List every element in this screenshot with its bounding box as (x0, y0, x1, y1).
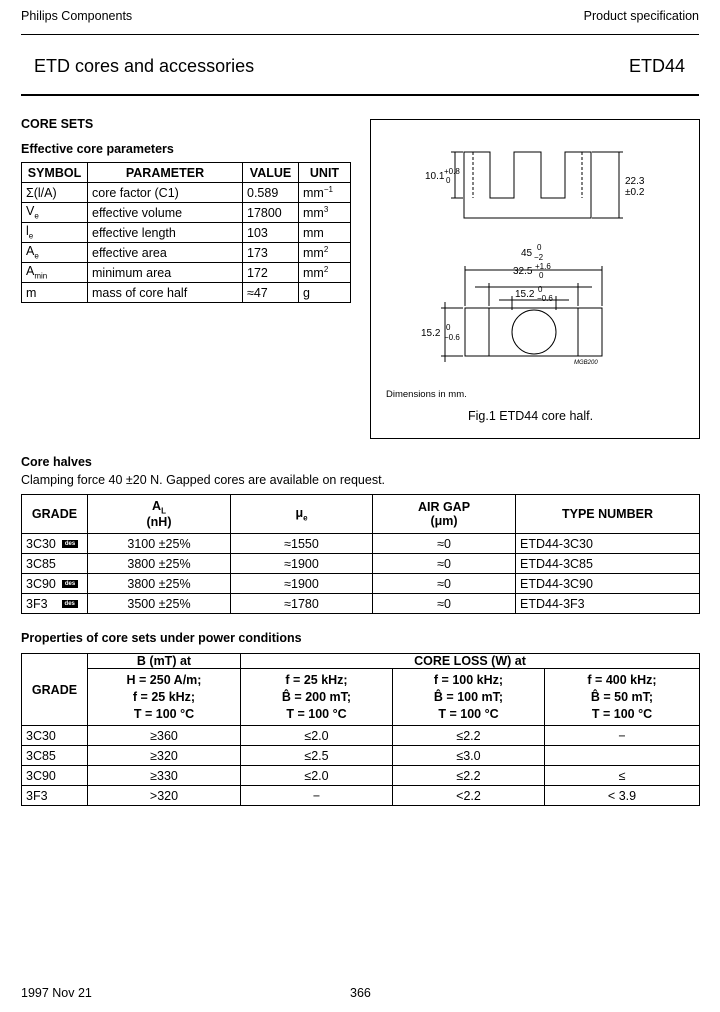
mu-cell: ≈1550 (231, 534, 373, 554)
symbol-cell (22, 183, 88, 203)
dim-height-right: 22.3 (625, 176, 645, 187)
unit-cell (299, 263, 351, 283)
dimensions-note: Dimensions in mm. (386, 389, 467, 400)
b-cell: ≥330 (88, 766, 241, 786)
symbol: A (26, 264, 35, 279)
table-row (22, 263, 351, 283)
symbol-cell (22, 203, 88, 223)
dim-tol: 0 (446, 176, 451, 185)
condition-line: f = 25 kHz; (285, 672, 348, 687)
table-row (22, 283, 351, 303)
symbol: l (26, 224, 29, 239)
col-symbol: SYMBOL (22, 163, 88, 183)
grade-cell: 3C90 (22, 766, 88, 786)
loss-cell: < 3.9 (545, 786, 700, 806)
des-badge: des (62, 540, 78, 548)
loss-cell: ≤2.0 (241, 766, 393, 786)
dim-tol: 0 (537, 243, 542, 252)
table-row (22, 594, 700, 614)
dim-tol: −0.6 (444, 333, 460, 342)
table-row (22, 203, 351, 223)
loss-cell: ≤3.0 (393, 746, 545, 766)
mu-symbol: μ (295, 505, 304, 520)
power-conditions-heading: Properties of core sets under power conditions (21, 631, 302, 645)
loss-cell: ≤2.2 (393, 766, 545, 786)
symbol-cell (22, 223, 88, 243)
condition-loss-400k (545, 669, 700, 726)
type-cell: ETD44-3C30 (516, 534, 700, 554)
unit-exponent: 2 (323, 264, 329, 274)
footer-page-number: 366 (350, 986, 371, 1000)
col-b: B (mT) at (88, 654, 241, 669)
condition-line: B̂ = 200 mT; (281, 689, 352, 704)
dim-tol: 0 (539, 271, 544, 280)
dim-tol: 0 (538, 285, 543, 294)
loss-cell: <2.2 (393, 786, 545, 806)
mu-cell: ≈1900 (231, 574, 373, 594)
dim-width-45: 45 (521, 248, 533, 259)
loss-cell: ≤2.5 (241, 746, 393, 766)
unit-cell (299, 203, 351, 223)
value-cell: 17800 (243, 203, 299, 223)
footer-date: 1997 Nov 21 (21, 986, 92, 1000)
value-cell: 103 (243, 223, 299, 243)
dim-tol: 0 (446, 323, 451, 332)
loss-cell: − (241, 786, 393, 806)
dim-tol: −0.6 (537, 294, 553, 303)
core-halves-table (21, 494, 700, 614)
col-al (88, 495, 231, 534)
parameter-cell: effective volume (88, 203, 243, 223)
condition-loss-25k (241, 669, 393, 726)
dimension-labels (386, 167, 645, 400)
loss-cell (545, 746, 700, 766)
unit-exponent: 2 (323, 244, 329, 254)
core-params-table (21, 162, 351, 303)
gap-cell: ≈0 (373, 594, 516, 614)
type-cell: ETD44-3C85 (516, 554, 700, 574)
effective-params-heading: Effective core parameters (21, 142, 174, 156)
figure-number: Fig.1 (468, 409, 496, 423)
gap-cell: ≈0 (373, 534, 516, 554)
table-row (22, 534, 700, 554)
core-half-drawing (371, 120, 699, 438)
type-cell: ETD44-3C90 (516, 574, 700, 594)
table-row (22, 183, 351, 203)
mu-subscript: e (303, 513, 308, 523)
side-view (451, 152, 623, 218)
table-header-row (22, 654, 700, 669)
table-row (22, 786, 700, 806)
symbol: V (26, 204, 35, 219)
parameter-cell: core factor (C1) (88, 183, 243, 203)
dim-tol: ±0.2 (625, 187, 645, 198)
value-cell: 173 (243, 243, 299, 263)
air-gap-unit: (μm) (430, 514, 458, 528)
dim-tol: −2 (534, 253, 544, 262)
grade-cell: 3C30 (22, 726, 88, 746)
grade-cell (22, 574, 88, 594)
symbol-subscript: e (34, 211, 39, 221)
header-doc-type: Product specification (583, 9, 699, 23)
value-cell: 172 (243, 263, 299, 283)
symbol: Σ(l/A) (26, 185, 57, 200)
col-air-gap (373, 495, 516, 534)
condition-line: T = 100 °C (286, 706, 347, 721)
loss-cell: ≤2.0 (241, 726, 393, 746)
table-row (22, 766, 700, 786)
drawing-code: MGB200 (574, 360, 598, 366)
condition-b (88, 669, 241, 726)
unit: mm (303, 206, 324, 221)
symbol: A (26, 244, 35, 259)
grade-cell: 3C85 (22, 746, 88, 766)
unit-exponent: −1 (323, 184, 333, 194)
dim-height-top: 10.1 (425, 171, 445, 182)
grade: 3C90 (26, 576, 56, 591)
header-company: Philips Components (21, 9, 133, 23)
parameter-cell: mass of core half (88, 283, 243, 303)
parameter-cell: minimum area (88, 263, 243, 283)
loss-cell: ≤ (545, 766, 700, 786)
unit: mm (303, 266, 324, 281)
table-row (22, 726, 700, 746)
unit: mm (303, 225, 324, 240)
al-unit: (nH) (146, 515, 172, 530)
condition-line: T = 100 °C (591, 706, 653, 721)
table-row (22, 554, 700, 574)
title-rule (21, 94, 699, 96)
clamping-note: Clamping force 40 ±20 N. Gapped cores are available on request. (21, 473, 386, 487)
grade: 3C30 (26, 536, 56, 551)
unit-cell (299, 223, 351, 243)
grade-cell: 3F3 (22, 786, 88, 806)
col-type-number: TYPE NUMBER (516, 495, 700, 534)
air-gap-label: AIR GAP (417, 500, 471, 514)
dim-tol: +0.8 (444, 167, 460, 176)
core-halves-heading: Core halves (21, 455, 92, 469)
header-rule (21, 34, 699, 35)
condition-loss-100k (393, 669, 545, 726)
dim-depth: 15.2 (421, 328, 441, 339)
parameter-cell: effective area (88, 243, 243, 263)
grade: 3F3 (26, 596, 48, 611)
page-title: ETD cores and accessories (34, 56, 255, 76)
loss-cell: ≤2.2 (393, 726, 545, 746)
symbol-cell (22, 283, 88, 303)
type-cell: ETD44-3F3 (516, 594, 700, 614)
symbol: m (26, 285, 37, 300)
condition-line: H = 250 A/m; (126, 672, 202, 687)
col-grade: GRADE (22, 654, 88, 726)
unit: mm (303, 186, 324, 201)
part-number-title: ETD44 (628, 56, 685, 76)
table-header-row (22, 495, 700, 534)
figure-caption (468, 409, 593, 423)
condition-line: f = 100 kHz; (433, 672, 504, 687)
al-cell: 3800 ±25% (88, 554, 231, 574)
gap-cell: ≈0 (373, 574, 516, 594)
unit-cell (299, 283, 351, 303)
symbol-cell (22, 243, 88, 263)
parameter-cell: effective length (88, 223, 243, 243)
table-row (22, 223, 351, 243)
grade-cell (22, 554, 88, 574)
symbol-cell (22, 263, 88, 283)
table-row (22, 746, 700, 766)
condition-line: B̂ = 50 mT; (590, 689, 654, 704)
symbol-subscript: e (34, 251, 39, 261)
col-unit: UNIT (299, 163, 351, 183)
grade: 3C85 (26, 556, 56, 571)
table-header-row (22, 163, 351, 183)
dim-width-32: 32.5 (513, 266, 533, 277)
col-parameter: PARAMETER (88, 163, 243, 183)
des-badge: des (62, 600, 78, 608)
condition-line: T = 100 °C (438, 706, 499, 721)
table-row (22, 574, 700, 594)
b-cell: ≥320 (88, 746, 241, 766)
figure-box (370, 119, 700, 439)
symbol-subscript: min (34, 271, 48, 281)
condition-line: T = 100 °C (133, 706, 195, 721)
mu-cell: ≈1780 (231, 594, 373, 614)
des-badge: des (62, 580, 78, 588)
dim-tol: +1.6 (535, 262, 551, 271)
col-grade: GRADE (22, 495, 88, 534)
unit-cell (299, 183, 351, 203)
gap-cell: ≈0 (373, 554, 516, 574)
condition-line: f = 400 kHz; (587, 672, 657, 687)
table-subheader-row (22, 669, 700, 726)
al-symbol: A (152, 498, 162, 513)
power-table (21, 653, 700, 806)
unit: g (303, 285, 310, 300)
unit: mm (303, 246, 324, 261)
grade-cell (22, 594, 88, 614)
loss-cell: − (545, 726, 700, 746)
al-cell: 3500 ±25% (88, 594, 231, 614)
col-mu (231, 495, 373, 534)
al-subscript: L (161, 506, 166, 516)
core-sets-heading: CORE SETS (21, 117, 94, 131)
dim-width-15: 15.2 (515, 289, 535, 300)
al-cell: 3100 ±25% (88, 534, 231, 554)
condition-line: f = 25 kHz; (132, 689, 196, 704)
value-cell: 0.589 (243, 183, 299, 203)
unit-cell (299, 243, 351, 263)
col-core-loss: CORE LOSS (W) at (241, 654, 700, 669)
col-value: VALUE (243, 163, 299, 183)
b-cell: ≥360 (88, 726, 241, 746)
b-cell: >320 (88, 786, 241, 806)
unit-exponent: 3 (323, 204, 329, 214)
figure-caption-text: ETD44 core half. (499, 409, 594, 423)
table-row (22, 243, 351, 263)
grade-cell (22, 534, 88, 554)
value-cell: ≈47 (243, 283, 299, 303)
top-view (441, 266, 602, 362)
symbol-subscript: e (28, 231, 34, 241)
al-cell: 3800 ±25% (88, 574, 231, 594)
mu-cell: ≈1900 (231, 554, 373, 574)
condition-line: B̂ = 100 mT; (433, 689, 504, 704)
